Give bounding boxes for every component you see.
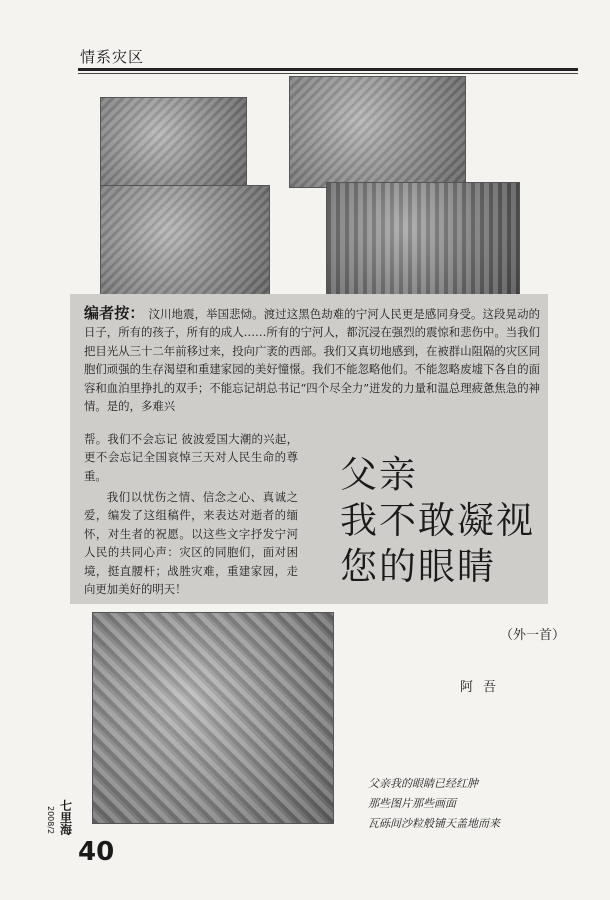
editor-note-label: 编者按： — [84, 304, 145, 322]
header-rule — [78, 68, 578, 71]
page-number: 40 — [78, 837, 115, 867]
rubble-photo — [92, 612, 334, 824]
poem-title-line-2: 我不敢凝视 — [340, 499, 535, 542]
editor-note-para1 — [84, 304, 540, 415]
issue-date: 2008/2 — [46, 806, 55, 835]
poem-subtitle: （外一首） — [500, 628, 566, 643]
leader-photo — [289, 76, 466, 188]
poem-author: 阿吾 — [460, 680, 507, 695]
editor-note-para2: 帮。我们不会忘记 彼波爱国大潮的兴起，更不会忘记全国哀悼三天对人民生命的尊重。 — [84, 432, 298, 483]
poem-title — [340, 452, 570, 590]
rescue-photo — [100, 97, 247, 189]
header-rule-thin — [78, 73, 578, 74]
editor-note-text: 汶川地震，举国悲恸。渡过这黑色劫难的宁河人民更是感同身受。这段晃动的日子，所有的孩子，所有的成人……所有的宁河人，都沉浸在强烈的震惊和悲伤中。当我们把目光从三十二年前移过来，投向广袤的西部。我们又真切地感到，在被群山阻隔的灾区同胞们顽强的生存渴望和重建家园的美好憧憬。我们不能忽略他们。不能忽略废墟下各自的面容和血泊里挣扎的双手；不能忘记胡总书记“四个尽全力”迸发的力量和温总理疲惫焦急的神情。是的，多难兴 — [84, 307, 540, 414]
memorial-hall-photo — [326, 182, 520, 296]
poem-title-line-3: 您的眼睛 — [340, 545, 496, 588]
section-title: 情系灾区 — [80, 48, 145, 66]
poem-body — [368, 774, 500, 834]
magazine-name: 七里海 — [60, 799, 73, 837]
poem-line: 父亲我的眼睛已经红肿 — [368, 777, 478, 790]
ruins-photo — [100, 185, 270, 297]
poem-line: 那些图片那些画面 — [368, 797, 456, 810]
poem-title-line-1: 父亲 — [340, 453, 418, 496]
editor-note-para3: 我们以忧伤之情、信念之心、真诚之爱，编发了这组稿件，来表达对逝者的缅怀，对生者的祝愿。以这些文字抒发宁河人民的共同心声：灾区的同胞们，面对困境，挺直腰杆；战胜灾难，重建家园，走向更加美好的明天！ — [84, 490, 298, 597]
poem-line: 瓦砾间沙粒般铺天盖地而来 — [368, 817, 500, 830]
